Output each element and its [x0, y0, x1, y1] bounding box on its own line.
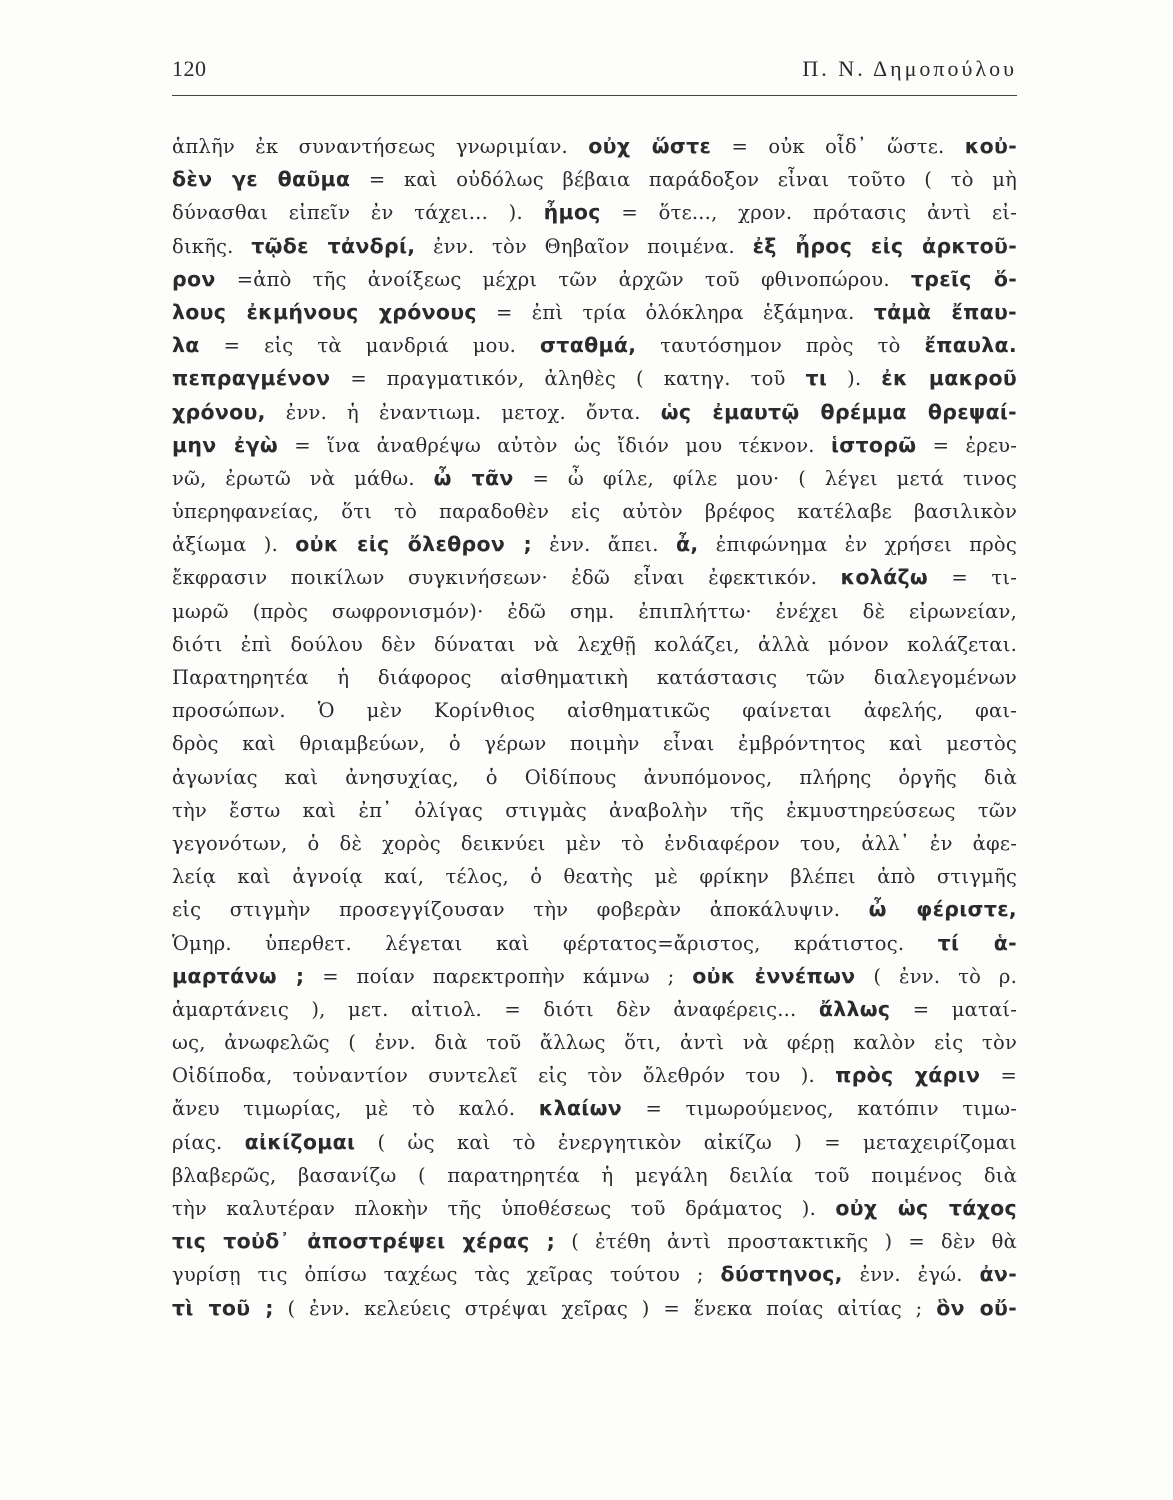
- lemma-bold: κλαίων: [538, 1096, 622, 1121]
- lemma-bold: τἀμὰ ἔπαυ-: [873, 299, 1017, 324]
- gloss-text: ἁπλῆν ἐκ συναντήσεως γνωριμίαν.: [172, 135, 589, 158]
- lemma-bold: δὲν γε θαῦμα: [172, 167, 351, 192]
- gloss-text: ἐνν. ἡ ἐναντιωμ. μετοχ. ὄντα.: [265, 400, 661, 424]
- gloss-text: διότι ἐπὶ δούλου δὲν δύναται νὰ λεχθῇ κολάζει, ἀλλὰ μόνον κολάζεται.: [172, 632, 1017, 656]
- lemma-bold: ρον: [172, 266, 216, 291]
- text-line: [172, 628, 1017, 661]
- text-line: [172, 163, 1017, 196]
- lemma-bold: τρεῖς ὅ-: [910, 266, 1018, 291]
- gloss-text: ( ἐνν. τὸ ρ.: [855, 964, 1017, 988]
- gloss-text: δικῆς.: [172, 234, 252, 258]
- gloss-text: = πραγματικόν, ἀληθὲς ( κατηγ. τοῦ: [330, 367, 806, 391]
- gloss-text: γεγονότων, ὁ δὲ χορὸς δεικνύει μὲν τὸ ἐνδιαφέρον του, ἀλλ᾽ ἐν ἀφε-: [172, 831, 1017, 855]
- gloss-text: Ὁμηρ. ὑπερθετ. λέγεται καὶ φέρτατος=ἄριστος, κράτιστος.: [172, 931, 938, 955]
- text-line: [172, 1258, 1017, 1291]
- text-line: [172, 1292, 1017, 1325]
- text-line: [172, 462, 1017, 495]
- gloss-text: νῶ, ἐρωτῶ νὰ μάθω.: [172, 466, 434, 490]
- lemma-bold: ὃν οὔ-: [936, 1295, 1018, 1320]
- text-line: [172, 1059, 1017, 1092]
- lemma-bold: πρὸς χάριν: [835, 1063, 981, 1088]
- text-line: [172, 130, 1017, 163]
- text-line: [172, 595, 1017, 628]
- lemma-bold: σταθμά,: [540, 333, 637, 358]
- text-line: [172, 1026, 1017, 1059]
- gloss-text: ( ὡς καὶ τὸ ἐνεργητικὸν αἰκίζω ) = μεταχειρίζομαι: [355, 1130, 1017, 1154]
- text-line: [172, 528, 1017, 561]
- gloss-text: Οἰδίποδα, τοὐναντίον συντελεῖ εἰς τὸν ὄλεθρόν του ).: [172, 1064, 836, 1088]
- gloss-text: ( ἐτέθη ἀντὶ προστακτικῆς ) = δὲν θὰ: [555, 1230, 1017, 1254]
- gloss-text: = τιμωρούμενος, κατόπιν τιμω-: [621, 1097, 1017, 1121]
- lemma-bold: μαρτάνω ;: [172, 963, 305, 988]
- text-line: [172, 196, 1017, 229]
- lemma-bold: ἆ,: [676, 532, 699, 557]
- text-line: [172, 495, 1017, 528]
- lemma-bold: οὐκ εἰς ὄλεθρον ;: [295, 532, 533, 557]
- gloss-text: ρίας.: [172, 1130, 245, 1154]
- gloss-text: ἐπιφώνημα ἐν χρήσει πρὸς: [698, 533, 1017, 557]
- gloss-text: ἐνν. ἐγώ.: [842, 1263, 980, 1287]
- gloss-text: ἔκφρασιν ποικίλων συγκινήσεων· ἐδῶ εἶναι ἐφεκτικόν.: [172, 566, 841, 590]
- lemma-bold: μην ἐγὼ: [172, 432, 278, 457]
- text-line: [172, 396, 1017, 429]
- text-line: [172, 1225, 1017, 1258]
- lemma-bold: τὶ τοῦ ;: [172, 1295, 274, 1320]
- text-line: [172, 230, 1017, 263]
- text-line: [172, 794, 1017, 827]
- gloss-text: Παρατηρητέα ἡ διάφορος αἰσθηματικὴ κατάστασις τῶν διαλεγομένων: [172, 666, 1017, 689]
- text-line: [172, 362, 1017, 395]
- text-line: [172, 694, 1017, 727]
- gloss-text: ἐνν. τὸν Θηβαῖον ποιμένα.: [415, 234, 753, 258]
- lemma-bold: ἐξ ἦρος εἰς ἀρκτοῦ-: [752, 233, 1018, 258]
- gloss-text: =: [980, 1064, 1017, 1088]
- text-line: [172, 827, 1017, 860]
- gloss-text: ἁμαρτάνεις ), μετ. αἰτιολ. = διότι δὲν ἀναφέρεις...: [172, 997, 819, 1021]
- gloss-text: ἀξίωμα ).: [172, 533, 296, 557]
- gloss-text: ( ἐνν. κελεύεις στρέψαι χεῖρας ) = ἕνεκα ποίας αἰτίας ;: [273, 1296, 937, 1320]
- text-line: [172, 761, 1017, 794]
- text-line: [172, 727, 1017, 760]
- lemma-bold: λα: [172, 333, 200, 358]
- running-head-author: Π. Ν. Δημοπούλου: [802, 56, 1017, 81]
- lemma-bold: αἰκίζομαι: [244, 1129, 356, 1154]
- lemma-bold: λους ἐκμήνους χρόνους: [172, 299, 477, 324]
- gloss-text: = ματαί-: [890, 997, 1017, 1021]
- lemma-bold: τι: [805, 366, 828, 391]
- lemma-bold: ἱστορῶ: [830, 432, 917, 457]
- lemma-bold: ὦ φέριστε,: [868, 897, 1018, 922]
- lemma-bold: χρόνου,: [172, 399, 266, 424]
- gloss-text: ἐνν. ἄπει.: [532, 533, 676, 557]
- lemma-bold: κοὐ-: [964, 134, 1017, 158]
- gloss-text: δρὸς καὶ θριαμβεύων, ὁ γέρων ποιμὴν εἶναι ἐμβρόντητος καὶ μεστὸς: [172, 732, 1017, 756]
- gloss-text: ως, ἀνωφελῶς ( ἐνν. διὰ τοῦ ἄλλως ὅτι, ἀντὶ νὰ φέρῃ καλὸν εἰς τὸν: [172, 1031, 1017, 1055]
- text-line: [172, 263, 1017, 296]
- gloss-text: = καὶ οὐδόλως βέβαια παράδοξον εἶναι τοῦτο ( τὸ μὴ: [350, 168, 1017, 192]
- gloss-text: βλαβερῶς, βασανίζω ( παρατηρητέα ἡ μεγάλη δειλία τοῦ ποιμένος διὰ: [172, 1163, 1017, 1187]
- text-line: [172, 927, 1017, 960]
- gloss-text: ἀγωνίας καὶ ἀνησυχίας, ὁ Οἰδίπους ἀνυπόμονος, πλήρης ὀργῆς διὰ: [172, 765, 1017, 789]
- gloss-text: λείᾳ καὶ ἀγνοίᾳ καί, τέλος, ὁ θεατὴς μὲ φρίκην βλέπει ἀπὸ στιγμῆς: [172, 865, 1017, 889]
- text-line: [172, 561, 1017, 594]
- gloss-text: = ὅτε..., χρον. πρότασις ἀντὶ εἰ-: [600, 201, 1017, 225]
- text-line: [172, 1159, 1017, 1192]
- text-line: [172, 1192, 1017, 1225]
- lemma-bold: δύστηνος,: [720, 1262, 843, 1287]
- lemma-bold: τις τοὐδ᾽ ἀποστρέψει χέρας ;: [172, 1229, 556, 1254]
- header-rule: [172, 95, 1017, 96]
- text-line: [172, 661, 1017, 694]
- gloss-text: γυρίσῃ τις ὀπίσω ταχέως τὰς χεῖρας τούτου ;: [172, 1263, 721, 1287]
- lemma-bold: ἦμος: [543, 200, 601, 225]
- lemma-bold: οὐχ ὥστε: [588, 134, 712, 158]
- gloss-text: τὴν ἔστω καὶ ἐπ᾽ ὀλίγας στιγμὰς ἀναβολὴν τῆς ἐκμυστηρεύσεως τῶν: [172, 798, 1017, 822]
- gloss-text: τὴν καλυτέραν πλοκὴν τῆς ὑποθέσεως τοῦ δράματος ).: [172, 1197, 836, 1220]
- gloss-text: μωρῶ (πρὸς σωφρονισμόν)· ἐδῶ σημ. ἐπιπλήττω· ἐνέχει δὲ εἰρωνείαν,: [172, 599, 1017, 623]
- gloss-text: = ἐρευ-: [916, 433, 1017, 457]
- gloss-text: = ποίαν παρεκτροπὴν κάμνω ;: [304, 964, 693, 988]
- lemma-bold: κολάζω: [840, 565, 928, 590]
- gloss-text: ὑπερηφανείας, ὅτι τὸ παραδοθὲν εἰς αὐτὸν βρέφος κατέλαβε βασιλικὸν: [172, 500, 1017, 524]
- text-line: [172, 296, 1017, 329]
- lemma-bold: ἀν-: [979, 1262, 1018, 1287]
- lemma-bold: οὐκ ἐννέπων: [692, 963, 856, 988]
- lemma-bold: οὐχ ὡς τάχος: [835, 1196, 1017, 1220]
- gloss-text: ταυτόσημον πρὸς τὸ: [636, 334, 925, 358]
- gloss-text: δύνασθαι εἰπεῖν ἐν τάχει... ).: [172, 201, 544, 225]
- gloss-text: εἰς στιγμὴν προσεγγίζουσαν τὴν φοβερὰν ἀποκάλυψιν.: [172, 898, 869, 922]
- text-line: [172, 329, 1017, 362]
- gloss-text: ).: [827, 367, 882, 391]
- text-line: [172, 993, 1017, 1026]
- gloss-text: = εἰς τὰ μανδριά μου.: [199, 334, 541, 358]
- text-line: [172, 429, 1017, 462]
- gloss-text: = ὦ φίλε, φίλε μου· ( λέγει μετά τινος: [513, 466, 1017, 490]
- text-line: [172, 1092, 1017, 1125]
- commentary-text: [172, 130, 1017, 1325]
- text-line: [172, 1126, 1017, 1159]
- text-line: [172, 893, 1017, 926]
- lemma-bold: πεπραγμένον: [172, 366, 331, 391]
- lemma-bold: ὡς ἐμαυτῷ θρέμμα θρεψαί-: [660, 399, 1017, 424]
- gloss-text: ἄνευ τιμωρίας, μὲ τὸ καλό.: [172, 1097, 539, 1121]
- gloss-text: = τι-: [927, 566, 1017, 590]
- lemma-bold: ἄλλως: [818, 996, 891, 1021]
- gloss-text: = οὐκ οἶδ᾽ ὥστε.: [711, 135, 965, 158]
- text-line: [172, 960, 1017, 993]
- text-line: [172, 860, 1017, 893]
- gloss-text: προσώπων. Ὁ μὲν Κορίνθιος αἰσθηματικῶς φαίνεται ἀφελής, φαι-: [172, 699, 1017, 723]
- page-number: 120: [172, 56, 207, 81]
- gloss-text: = ἵνα ἀναθρέψω αὐτὸν ὡς ἴδιόν μου τέκνον.: [277, 433, 831, 457]
- page-header: [172, 56, 1017, 96]
- lemma-bold: ὦ τᾶν: [433, 465, 514, 490]
- lemma-bold: τῷδε τἀνδρί,: [251, 233, 416, 258]
- lemma-bold: ἔπαυλα.: [924, 333, 1017, 358]
- gloss-text: =ἀπὸ τῆς ἀνοίξεως μέχρι τῶν ἀρχῶν τοῦ φθινοπώρου.: [215, 267, 911, 291]
- lemma-bold: τί ἁ-: [937, 930, 1017, 955]
- lemma-bold: ἐκ μακροῦ: [881, 366, 1017, 391]
- gloss-text: = ἐπὶ τρία ὁλόκληρα ἑξάμηνα.: [476, 300, 874, 324]
